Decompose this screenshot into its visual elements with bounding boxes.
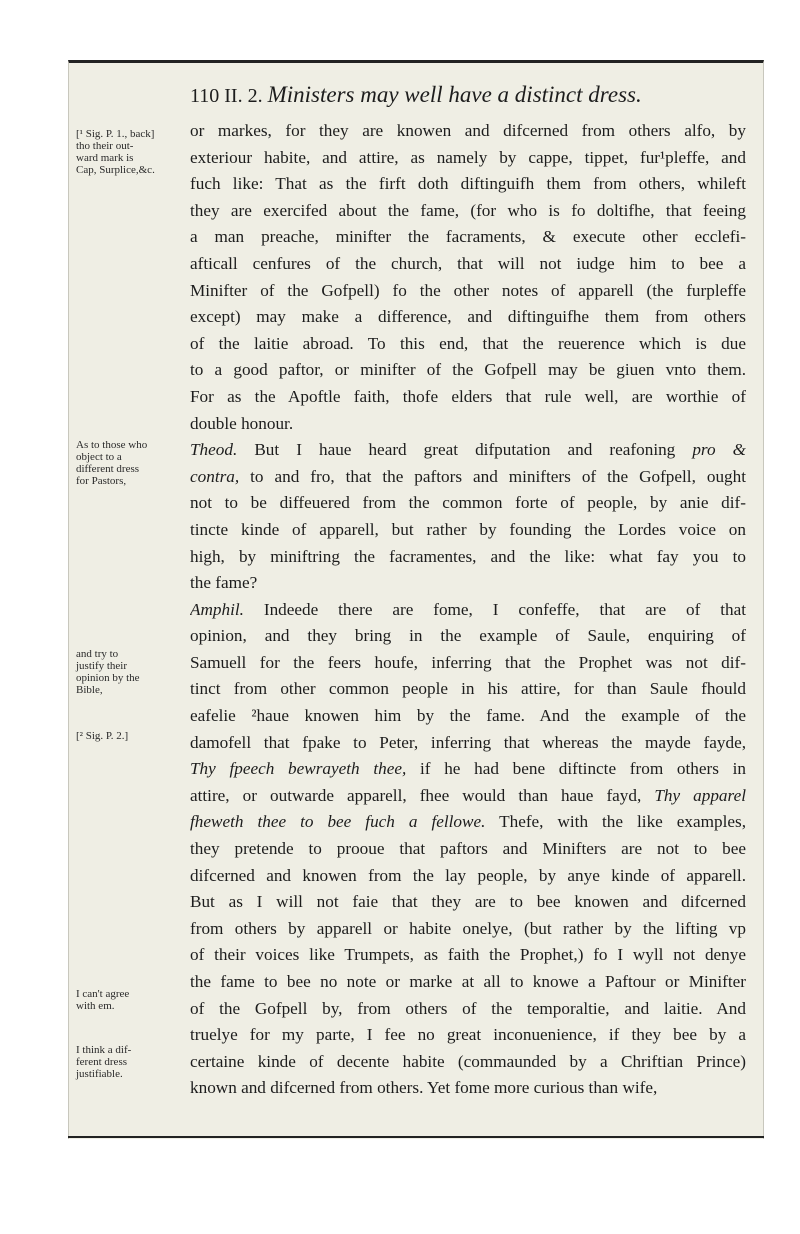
italic-text: contra, (190, 466, 240, 486)
text-line (190, 1075, 746, 1102)
sidenote-line: for Pastors, (76, 475, 127, 487)
text-run: fuch like: That as the firft doth diftinguifh them from others, whileft (190, 174, 746, 194)
body-text (190, 118, 746, 1102)
sidenote-line: [² Sig. P. 2.] (76, 730, 129, 742)
text-line (190, 650, 746, 677)
text-line (190, 171, 746, 198)
text-line (190, 597, 746, 624)
text-line (190, 836, 746, 863)
text-line (190, 198, 746, 225)
text-run: Samuell for the feers houfe, inferring that the Prophet was not dif- (190, 652, 746, 672)
sidenote-justifiable (76, 1044, 186, 1080)
text-run: to and fro, that the paftors and minifters of the Gofpell, ought (239, 466, 746, 486)
text-line (190, 969, 746, 996)
sidenote-line: tho their out- (76, 140, 134, 152)
running-title: Ministers may well have a distinct dress. (267, 82, 642, 107)
running-header (190, 82, 642, 108)
text-line (190, 676, 746, 703)
text-line (190, 916, 746, 943)
text-line (190, 464, 746, 491)
text-run: not to be diffeuered from the common forte of people, by anie dif- (190, 493, 746, 513)
sidenote-signature-tippet (76, 128, 186, 176)
italic-text: Thy apparel (654, 785, 746, 805)
text-run: eafelie ²haue knowen him by the fame. And the example of the (190, 706, 746, 726)
text-line (190, 490, 746, 517)
text-run: tincte kinde of apparell, but rather by founding the Lordes voice on (190, 519, 746, 539)
text-run: the fame to bee no note or marke at all to knowe a Paftour or Minifter (190, 972, 746, 991)
sidenote-line: ferent dress (76, 1056, 128, 1068)
text-run: or markes, for they are knowen and difcerned from others alfo, by (190, 121, 746, 140)
text-run: exteriour habite, and attire, as namely by cappe, tippet, fur¹pleffe, and (190, 147, 746, 167)
text-run: tinct from other common people in his attire, for than Saule fhould (190, 679, 746, 699)
italic-text: Theod. (190, 440, 238, 460)
sidenote-line: object to a (76, 451, 122, 463)
sidenote-line: opinion by the (76, 672, 140, 684)
text-run: if he had bene diftincte from others in (406, 759, 746, 779)
text-line (190, 544, 746, 571)
page-bottom-rule (68, 1136, 764, 1138)
text-run: Thefe, with the like examples, (485, 812, 746, 832)
text-run: damofell that fpake to Peter, inferring that whereas the mayde fayde, (190, 732, 746, 752)
text-run: Minifter of the Gofpell) fo the other notes of apparell (the furpleffe (190, 280, 746, 300)
text-line (190, 863, 746, 890)
section-number: II. 2. (224, 85, 263, 107)
text-run: of the Gofpell by, from others of the temporaltie, and laitie. And (190, 998, 746, 1018)
text-run: double honour. (190, 413, 294, 433)
sidenote-bible (76, 648, 186, 696)
text-run: the fame? (190, 573, 258, 593)
text-run: truelye for my parte, I fee no great inconuenience, if they bee by a (190, 1025, 746, 1045)
italic-text: pro & (692, 440, 746, 460)
text-run: from others by apparell or habite onelye, (but rather by the lifting vp (190, 918, 746, 938)
text-run: But as I will not faie that they are to bee knowen and difcerned (190, 892, 746, 912)
text-run: they pretende to prooue that paftors and Minifters are not to bee (190, 839, 746, 859)
text-run: But I haue heard great difputation and reafoning (237, 440, 693, 460)
italic-text: fheweth thee to bee fuch a fellowe. (190, 812, 486, 832)
text-line (190, 437, 746, 464)
text-run: attire, or outwarde apparell, fhee would than haue fayd, (190, 785, 655, 805)
text-run: Indeede there are fome, I confeffe, that are of that (243, 599, 746, 619)
text-line (190, 623, 746, 650)
text-line (190, 304, 746, 331)
text-run: to a good paftor, or minifter of the Gofpell may be giuen vnto them. (190, 360, 746, 380)
sidenote-line: I can't agree (76, 988, 130, 1000)
text-run: they are exercifed about the fame, (for who is fo doltifhe, that feeing (190, 200, 746, 220)
text-run: known and difcerned from others. Yet fome more curious than wife, (190, 1078, 658, 1098)
sidenote-line: As to those who (76, 439, 148, 451)
sidenote-line: with em. (76, 1000, 115, 1012)
sidenote-line: Bible, (76, 684, 103, 696)
italic-text: Thy fpeech bewrayeth thee, (190, 759, 407, 779)
sidenote-disagree (76, 988, 186, 1012)
sidenote-objectors (76, 439, 186, 487)
text-run: For as the Apoftle faith, thofe elders that rule well, are worthie of (190, 386, 746, 406)
sidenote-line: [¹ Sig. P. 1., back] (76, 128, 155, 140)
text-line (190, 251, 746, 278)
sidenote-line: Cap, Surplice,&c. (76, 164, 155, 176)
italic-text: Amphil. (190, 599, 244, 619)
text-line (190, 278, 746, 305)
text-run: of their voices like Trumpets, as faith the Prophet,) fo I wyll not denye (190, 945, 746, 965)
text-line (190, 942, 746, 969)
text-run: of the laitie abroad. To this end, that the reuerence which is due (190, 333, 746, 353)
text-line (190, 145, 746, 172)
text-run: high, by miniftring the facramentes, and the like: what fay you to (190, 546, 746, 566)
text-line (190, 756, 746, 783)
text-run: except) may make a difference, and diftinguifhe them from others (190, 307, 746, 327)
text-run: afticall cenfures of the church, that will not iudge him to bee a (190, 253, 746, 273)
text-run: certaine kinde of decente habite (commaunded by a Chriftian Prince) (190, 1051, 746, 1071)
sidenote-line: different dress (76, 463, 140, 475)
text-line (190, 570, 746, 597)
text-line (190, 517, 746, 544)
sidenote-line: justify their (76, 660, 128, 672)
text-run: opinion, and they bring in the example of Saule, enquiring of (190, 626, 746, 646)
sidenote-line: ward mark is (76, 152, 134, 164)
text-line (190, 1022, 746, 1049)
text-line (190, 996, 746, 1023)
sidenote-line: I think a dif- (76, 1044, 132, 1056)
text-line (190, 384, 746, 411)
text-run: a man preache, minifter the facraments, & execute other ecclefi- (190, 227, 746, 247)
page-number: 110 (190, 85, 220, 107)
text-run: difcerned and knowen from the lay people, by anye kinde of apparell. (190, 865, 746, 885)
sidenote-signature-p2 (76, 730, 186, 742)
text-line (190, 889, 746, 916)
text-line (190, 331, 746, 358)
sidenote-line: and try to (76, 648, 119, 660)
text-line (190, 783, 746, 810)
text-line (190, 809, 746, 836)
text-line (190, 730, 746, 757)
text-line (190, 1049, 746, 1076)
text-line (190, 118, 746, 145)
text-line (190, 357, 746, 384)
sidenote-line: justifiable. (76, 1068, 123, 1080)
text-line (190, 703, 746, 730)
text-line (190, 224, 746, 251)
text-line (190, 411, 746, 438)
